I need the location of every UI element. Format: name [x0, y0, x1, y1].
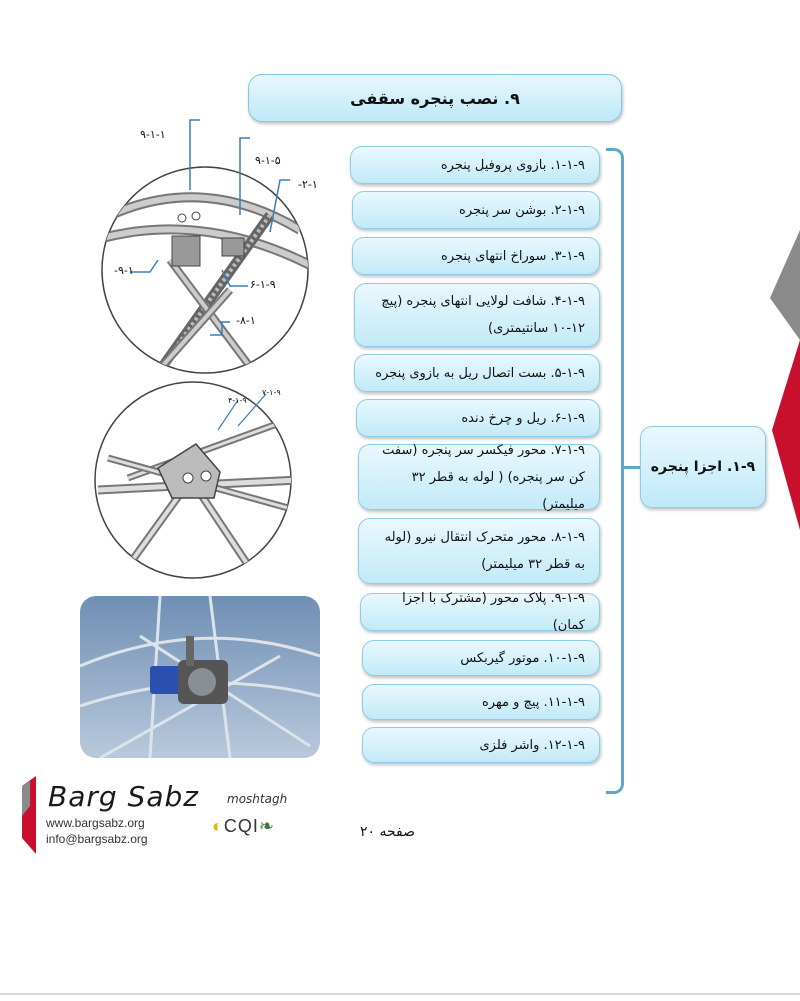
figure-label: ۲-۱- [298, 178, 318, 191]
group-label: ۱-۹. اجزا پنجره [640, 426, 766, 508]
figure-label: ۹-۱-۱ [140, 128, 166, 141]
company-logo [22, 776, 322, 856]
figure-label: ۸-۱- [236, 314, 256, 327]
gearbox-photo [80, 596, 320, 758]
list-item: ۶-۱-۹. ریل و چرخ دنده [356, 399, 600, 437]
section-title: ۹. نصب پنجره سقفی [248, 74, 622, 122]
list-item: ۹-۱-۹. پلاک محور (مشترک با اجزا کمان) [360, 593, 600, 631]
axis-plate-figure [88, 380, 313, 580]
leader-lines [90, 110, 350, 350]
list-item: ۱۱-۱-۹. پیچ و مهره [362, 684, 600, 720]
list-item: ۲-۱-۹. بوشن سر پنجره [352, 191, 600, 229]
figure-label: ۷-۱-۹ [262, 388, 281, 397]
page-number: صفحه ۲۰ [360, 824, 416, 840]
logo-title: Barg Sabz [48, 780, 199, 813]
list-item: ۱-۱-۹. بازوی پروفیل پنجره [350, 146, 600, 184]
edge-decoration [766, 230, 800, 550]
list-item: ۳-۱-۹. سوراخ انتهای پنجره [352, 237, 600, 275]
figure-label: ۶-۱-۹ [250, 278, 276, 291]
list-item: ۴-۱-۹. شافت لولایی انتهای پنجره (پیچ ۱۲-۱۰ سانتیمتری) [354, 283, 600, 347]
list-item: ۵-۱-۹. بست اتصال ریل به بازوی پنجره [354, 354, 600, 392]
figure-label: ۹-۱-۵ [255, 154, 281, 167]
group-bracket [606, 148, 624, 794]
list-item: ۷-۱-۹. محور فیکسر سر پنجره (سفت کن سر پنجره) ( لوله به قطر ۳۲ میلیمتر) [358, 444, 600, 510]
page-bottom-border [0, 993, 800, 995]
list-item: ۸-۱-۹. محور متحرک انتقال نیرو (لوله به قطر ۳۲ میلیمتر) [358, 518, 600, 584]
website-link[interactable]: www.bargsabz.org [46, 816, 145, 830]
partner-logo: ◐CQI❧ [212, 816, 275, 836]
figure-label: ۴-۱-۹ [228, 396, 247, 405]
email-link[interactable]: info@bargsabz.org [46, 832, 148, 846]
logo-subtitle: moshtagh [227, 792, 288, 806]
leaf-icon: ❧ [258, 816, 275, 836]
logo-mark [22, 776, 42, 856]
list-item: ۱۰-۱-۹. موتور گیربکس [362, 640, 600, 676]
figure-label: ۹-۱- [114, 264, 134, 277]
partner-mark-icon: ◐ [212, 816, 224, 836]
list-item: ۱۲-۱-۹. واشر فلزی [362, 727, 600, 763]
